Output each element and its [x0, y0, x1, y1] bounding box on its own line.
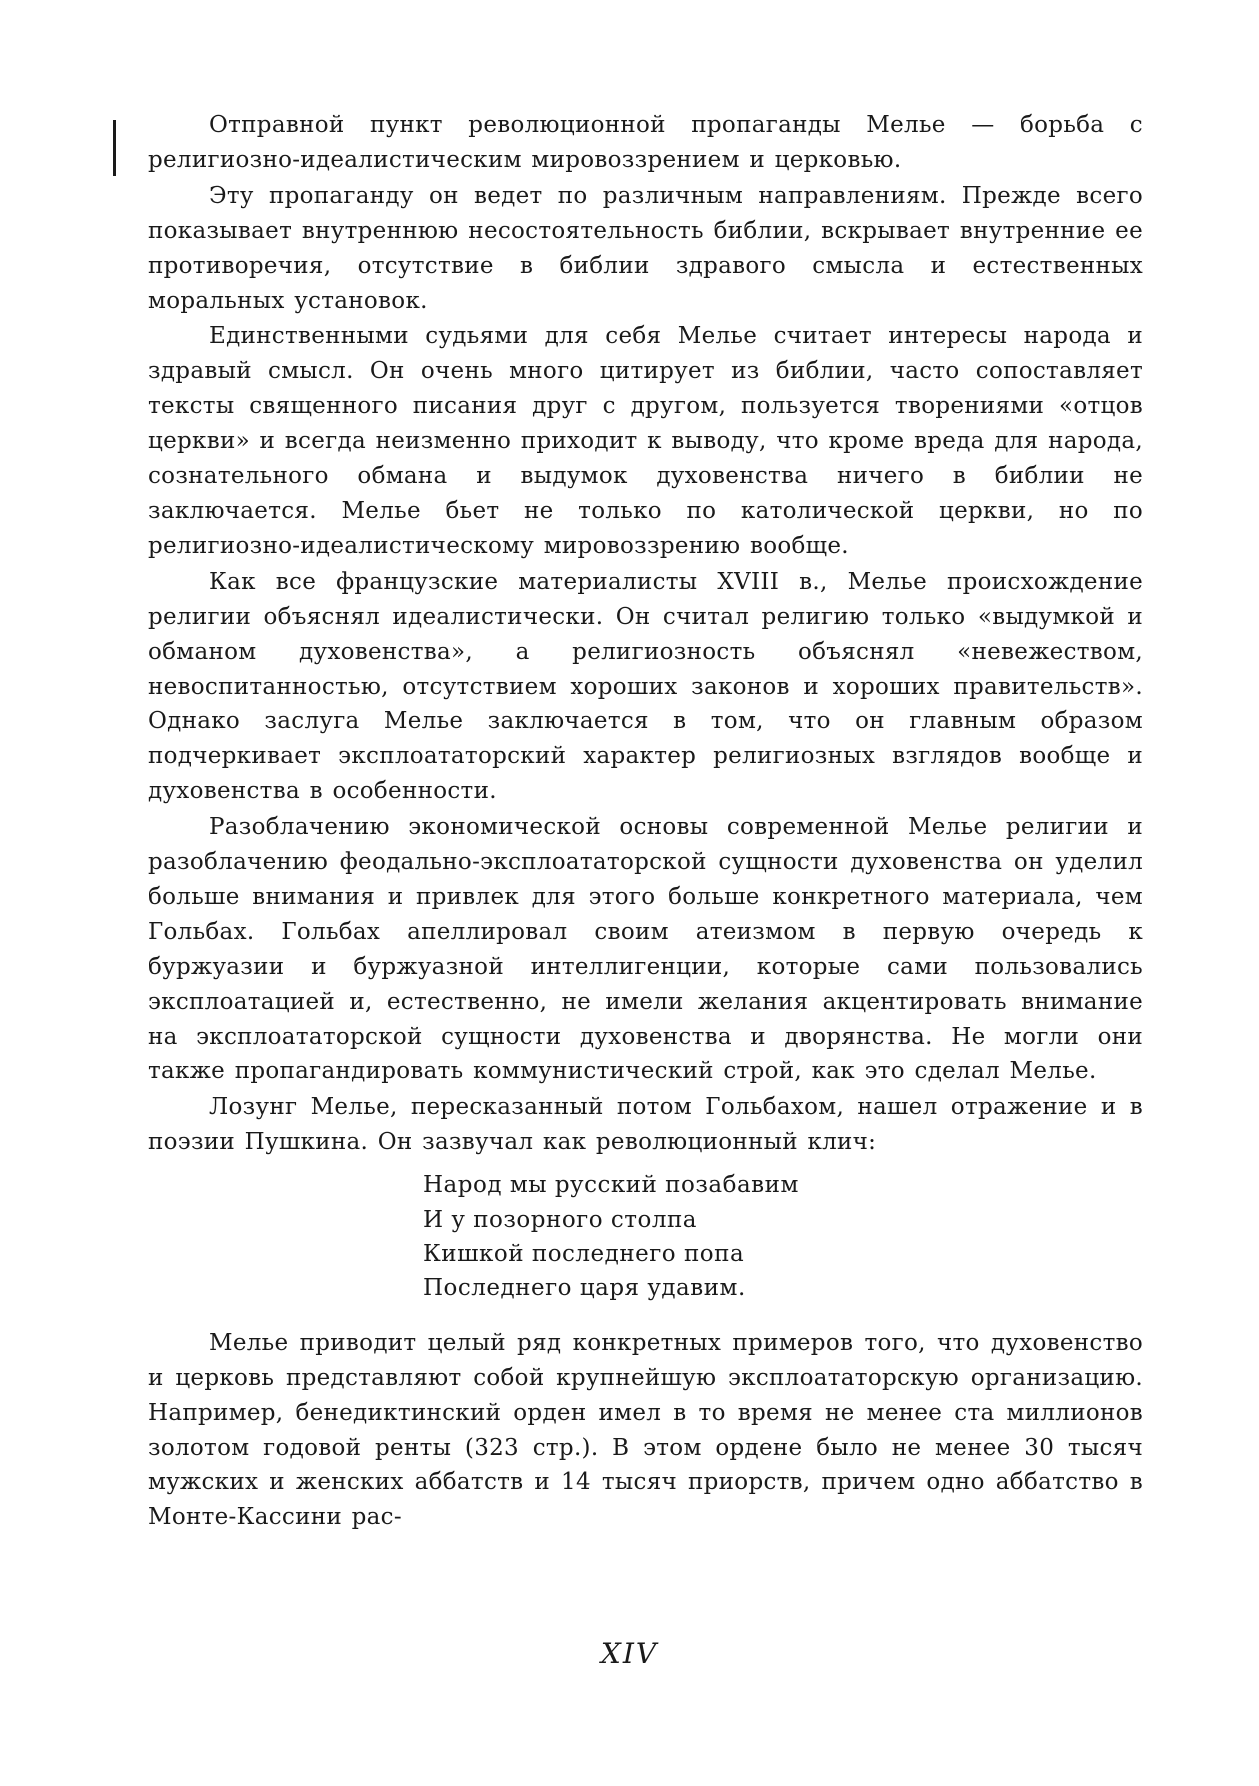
- paragraph-3: Единственными судьями для себя Мелье считает интересы народа и здравый смысл. Он очень много цитирует из библии, часто сопоставляет тексты священного писания друг с другом, пользуется творениями «отцов церкви» и всегда неизменно приходит к выводу, что кроме вреда для народа, сознательного обмана и выдумок духовенства ничего в библии не заключается. Мелье бьет не только по католической церкви, но по религиозно-идеалистическому мировоззрению вообще.: [148, 323, 1143, 559]
- poem: [423, 1168, 1143, 1306]
- paragraph-6: Лозунг Мелье, пересказанный потом Гольбахом, нашел отражение и в поэзии Пушкина. Он зазвучал как революционный клич:: [148, 1094, 1143, 1156]
- poem-line-3: Кишкой последнего попа: [423, 1241, 745, 1267]
- page-number: XIV: [600, 1637, 659, 1670]
- paragraph-1: Отправной пункт революционной пропаганды Мелье — борьба с религиозно-идеалистическим мировоззрением и церковью.: [148, 112, 1143, 173]
- margin-mark: [113, 120, 116, 176]
- poem-line-1: Народ мы русский позабавим: [423, 1172, 799, 1199]
- paragraph-4: Как все французские материалисты XVIII в., Мелье происхождение религии объяснял идеалистически. Он считал религию только «выдумкой и обманом духовенства», а религиозность объяснял «невежеством, невоспитанностью, отсутствием хороших законов и хороших правительств». Однако заслуга Мелье заключается в том, что он главным образом подчеркивает эксплоататорский характер религиозных взглядов вообще и духовенства в особенности.: [148, 568, 1143, 805]
- text-block: [148, 108, 1143, 1536]
- poem-line-4: Последнего царя удавим.: [423, 1275, 746, 1302]
- closing-paragraph: Мелье приводит целый ряд конкретных примеров того, что духовенство и церковь представляют собой крупнейшую эксплоататорскую организацию. Например, бенедиктинский орден имел в то время не менее ста миллионов золотом годовой ренты (323 стр.). В этом ордене было не менее 30 тысяч мужских и женских аббатств и 14 тысяч приорств, причем одно аббатство в Монте-Кассини рас-: [148, 1329, 1143, 1531]
- paragraph-2: Эту пропаганду он ведет по различным направлениям. Прежде всего показывает внутреннюю несостоятельность библии, вскрывает внутренние ее противоречия, отсутствие в библии здравого смысла и естественных моральных установок.: [148, 182, 1143, 314]
- poem-line-2: И у позорного столпа: [423, 1206, 697, 1233]
- paragraph-5: Разоблачению экономической основы современной Мелье религии и разоблачению феодально-эксплоататорской сущности духовенства он уделил больше внимания и привлек для этого больше конкретного материала, чем Гольбах. Гольбах апеллировал своим атеизмом в первую очередь к буржуазии и буржуазной интеллигенции, которые сами пользовались эксплоатацией и, естественно, не имели желания акцентировать внимание на эксплоататорской сущности духовенства и дворянства. Не могли они также пропагандировать коммунистический строй, как это сделал Мелье.: [148, 814, 1143, 1085]
